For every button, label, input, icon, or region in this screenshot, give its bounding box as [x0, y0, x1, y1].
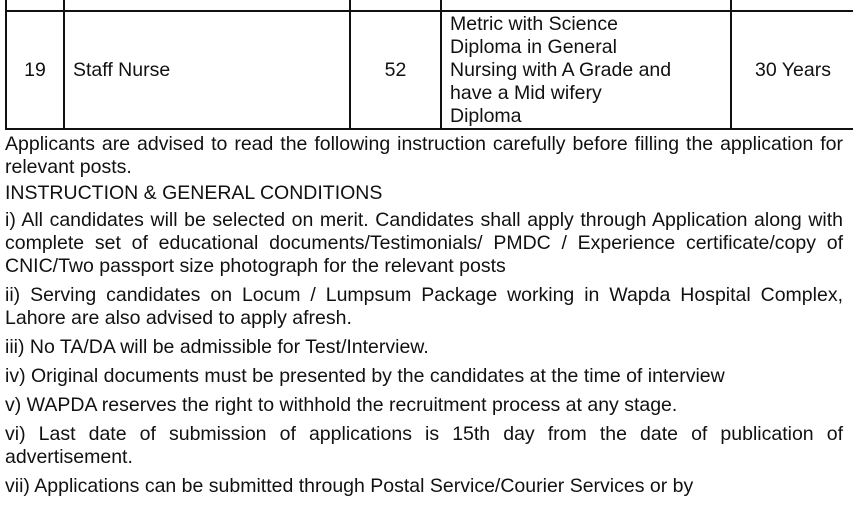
intro-paragraph: Applicants are advised to read the following instruction carefully before filling the application for relevant posts. — [5, 133, 843, 178]
table-cell — [350, 0, 441, 11]
condition-item: iv) Original documents must be presented by the candidates at the time of interview — [5, 365, 725, 387]
qualification-line: Diploma in General — [450, 35, 617, 58]
qualification-line: have a Mid wifery — [450, 81, 602, 104]
table-cell — [731, 0, 853, 11]
condition-item: v) WAPDA reserves the right to withhold the recruitment process at any stage. — [5, 394, 678, 416]
table-cell — [64, 0, 350, 11]
qualification-line: Metric with Science — [450, 12, 618, 35]
table-cell — [441, 0, 731, 11]
sr-no-cell: 19 — [6, 11, 64, 129]
condition-item: i) All candidates will be selected on merit. Candidates shall apply through Application along with complete set of educational documents/Testimonials/ PMDC / Experience certificate/copy of CNIC/Two passport size photograph for the relevant posts — [5, 209, 843, 277]
age-limit-cell: 30 Years — [731, 11, 853, 129]
table-row-partial — [6, 0, 853, 11]
posts-table — [5, 0, 853, 130]
post-count-cell: 52 — [350, 11, 441, 129]
condition-item: vii) Applications can be submitted through Postal Service/Courier Services or by — [5, 475, 694, 497]
condition-item: ii) Serving candidates on Locum / Lumpsum Package working in Wapda Hospital Complex, Lahore are also advised to apply afresh. — [5, 284, 843, 329]
instructions-body — [5, 133, 843, 498]
qualification-line: Diploma — [450, 104, 522, 127]
table-cell — [6, 0, 64, 11]
condition-item: vi) Last date of submission of applications is 15th day from the date of publication of advertisement. — [5, 423, 843, 468]
post-name-cell: Staff Nurse — [64, 11, 350, 129]
condition-item: iii) No TA/DA will be admissible for Test/Interview. — [5, 336, 429, 358]
table-row — [6, 11, 853, 129]
conditions-heading: INSTRUCTION & GENERAL CONDITIONS — [5, 182, 383, 204]
qualification-cell — [441, 11, 731, 129]
qualification-line: Nursing with A Grade and — [450, 58, 672, 81]
